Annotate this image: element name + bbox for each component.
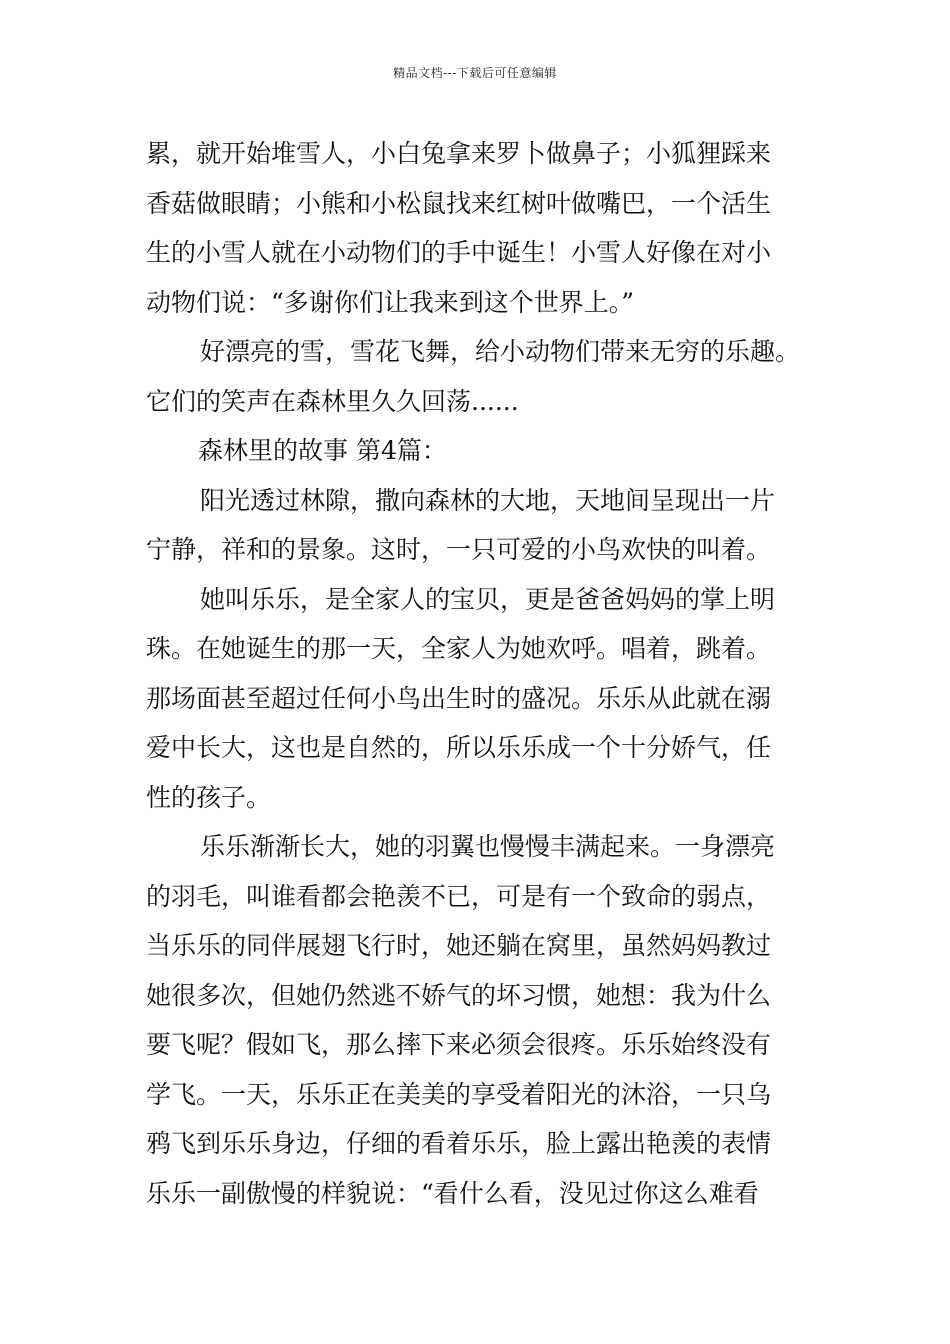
document-body xyxy=(146,129,810,1218)
text-line: 累，就开始堆雪人，小白兔拿来罗卜做鼻子；小狐狸踩来 xyxy=(146,139,772,168)
text-line: 性的孩子。 xyxy=(146,782,272,812)
section-heading: 森林里的故事 第4篇： xyxy=(198,436,447,465)
paragraph-start-line: 好漂亮的雪，雪花飞舞，给小动物们带来无穷的乐趣。 xyxy=(200,337,801,366)
text-line: 爱中长大，这也是自然的，所以乐乐成一个十分娇气，任 xyxy=(146,733,772,762)
text-line: 乐乐一副傲慢的样貌说：“看什么看，没见过你这么难看 xyxy=(146,1178,759,1208)
text-line: 香菇做眼睛；小熊和小松鼠找来红树叶做嘴巴，一个活生 xyxy=(146,188,772,218)
text-line: 鸦飞到乐乐身边，仔细的看着乐乐，脸上露出艳羡的表情 xyxy=(146,1129,772,1158)
text-line: 要飞呢？假如飞，那么摔下来必须会很疼。乐乐始终没有 xyxy=(146,1030,772,1059)
text-line: 那场面甚至超过任何小鸟出生时的盛况。乐乐从此就在溺 xyxy=(146,683,772,713)
text-line: 珠。在她诞生的那一天，全家人为她欢呼。唱着，跳着。 xyxy=(146,634,772,663)
text-line: 它们的笑声在森林里久久回荡...... xyxy=(146,386,519,416)
text-line: 她很多次，但她仍然逃不娇气的坏习惯，她想：我为什么 xyxy=(146,980,772,1010)
text-line: 当乐乐的同伴展翅飞行时，她还躺在窝里，虽然妈妈教过 xyxy=(146,931,772,960)
text-line: 生的小雪人就在小动物们的手中诞生！小雪人好像在对小 xyxy=(146,238,772,267)
page-header: 精品文档---下载后可任意编辑 xyxy=(393,66,557,80)
text-line: 动物们说：“多谢你们让我来到这个世界上。” xyxy=(146,287,635,317)
paragraph-start-line: 乐乐渐渐长大，她的羽翼也慢慢丰满起来。一身漂亮 xyxy=(200,832,776,861)
text-line: 的羽毛，叫谁看都会艳羡不已，可是有一个致命的弱点， xyxy=(146,881,772,911)
text-line: 学飞。一天，乐乐正在美美的享受着阳光的沐浴，一只乌 xyxy=(146,1079,772,1109)
paragraph-start-line: 她叫乐乐，是全家人的宝贝，更是爸爸妈妈的掌上明 xyxy=(200,584,776,614)
paragraph-start-line: 阳光透过林隙，撒向森林的大地，天地间呈现出一片 xyxy=(200,485,776,515)
text-line: 宁静，祥和的景象。这时，一只可爱的小鸟欢快的叫着。 xyxy=(146,535,772,564)
